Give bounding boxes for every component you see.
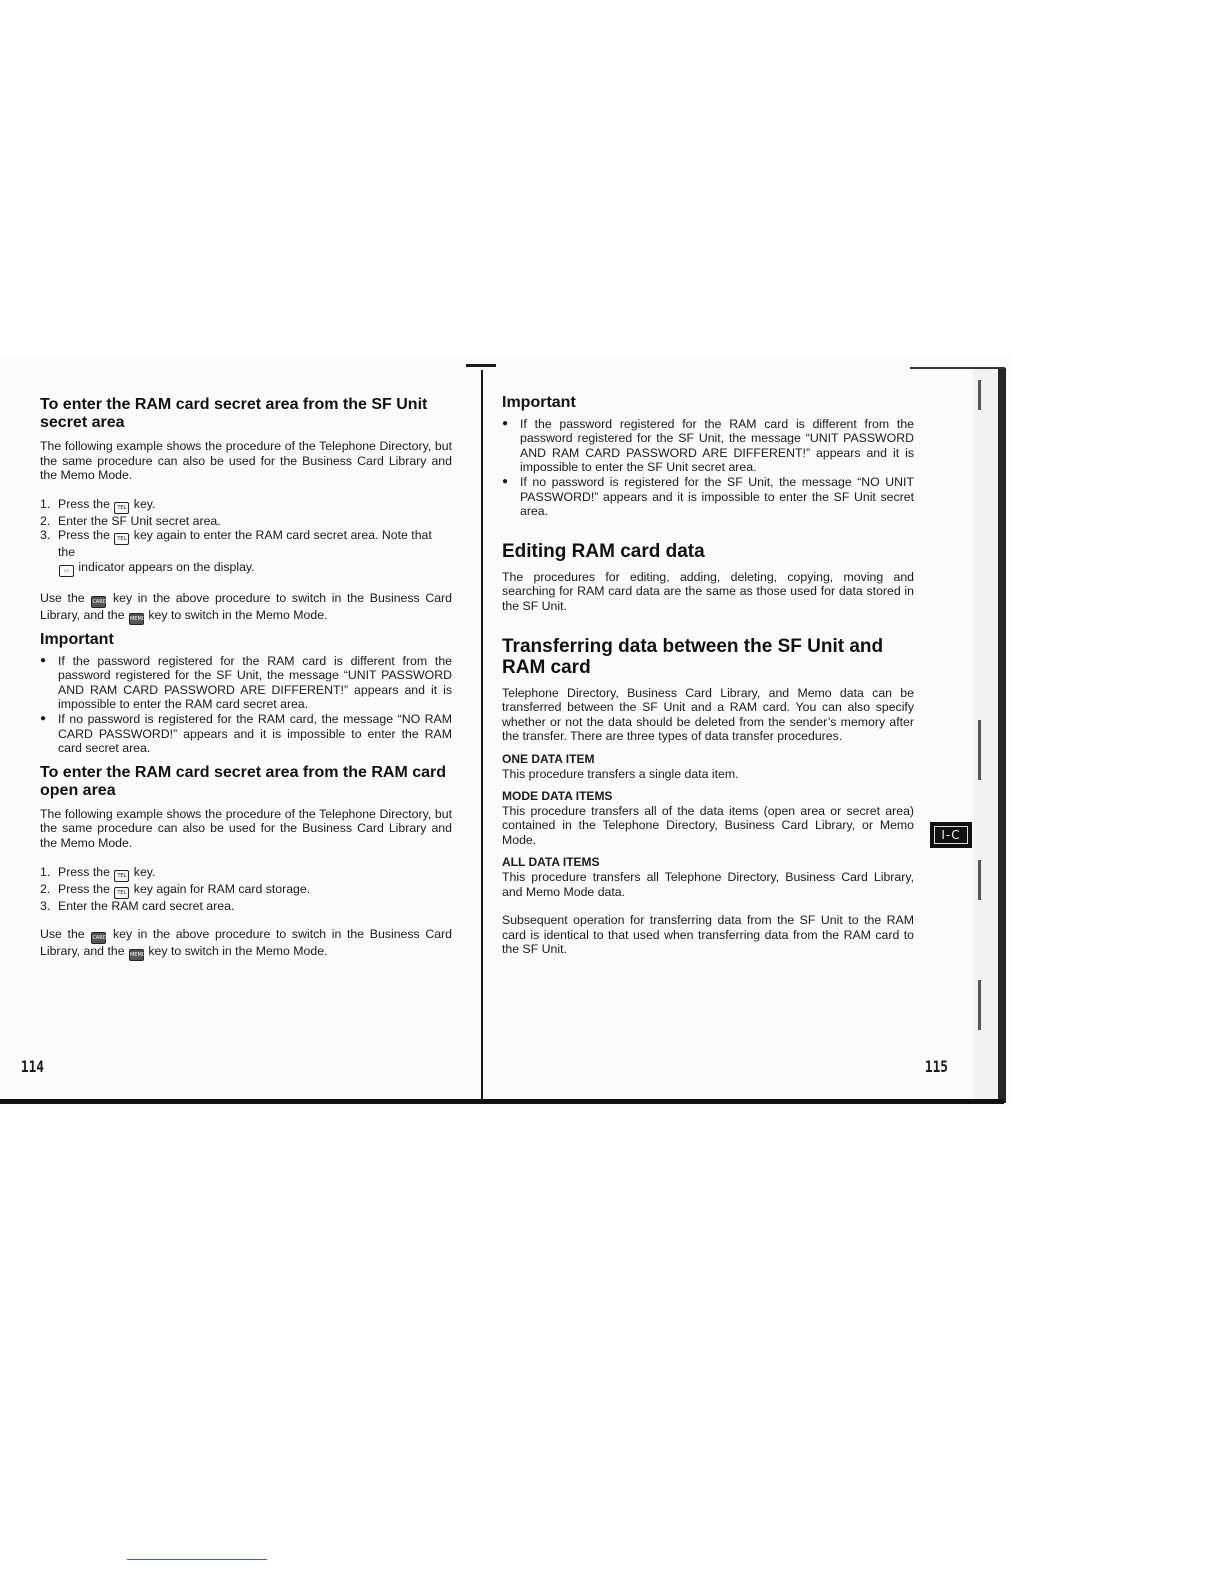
page-number-left: 114: [20, 1057, 45, 1076]
step-list: [40, 865, 452, 914]
section-heading: To enter the RAM card secret area from the RAM card open area: [40, 763, 447, 799]
scan-artifact-line: [127, 1559, 267, 1560]
edge-mark: [978, 380, 981, 410]
step-list: [40, 497, 452, 577]
list-item: 3. Enter the RAM card secret area.: [40, 898, 235, 913]
memo-key-icon: MEMO: [129, 613, 144, 625]
memo-key-icon: MEMO: [129, 949, 144, 961]
tel-key-icon: TEL: [114, 887, 129, 899]
left-page: [40, 396, 452, 961]
card-key-icon: CARD: [91, 932, 106, 944]
important-heading: Important: [40, 630, 114, 648]
thumb-index-tab: [930, 822, 972, 848]
bottom-rule: [0, 1099, 1004, 1104]
tel-key-icon: TEL: [114, 870, 129, 882]
important-list: [502, 417, 914, 519]
important-heading: Important: [502, 394, 576, 411]
page-number-right: 115: [924, 1057, 949, 1076]
page-edge-strip: [998, 368, 1006, 1103]
paragraph: The following example shows the procedure of the Telephone Directory, but the same procedure can also be used for the Business Card Library and the Memo Mode.: [40, 439, 452, 483]
paragraph: Use the CARD key in the above procedure to switch in the Business Card Library, and the MEMO key to switch in the Memo Mode.: [40, 927, 452, 961]
list-item: ● If the password registered for the RAM card is different from the password registered for the SF Unit, the message “UNIT PASSWORD AND RAM CARD PASSWORD ARE DIFFERENT!” appears and it is impossible to enter the SF Unit secret area.: [502, 416, 914, 475]
tel-key-icon: TEL: [114, 502, 129, 514]
important-list: [40, 654, 452, 756]
list-item: 2. Press the TEL key again for RAM card storage.: [40, 882, 452, 899]
paragraph: Use the CARD key in the above procedure to switch in the Business Card Library, and the MEMO key to switch in the Memo Mode.: [40, 591, 452, 625]
paragraph: Telephone Directory, Business Card Library, and Memo data can be transferred between the SF Unit and a RAM card. You can also specify whether or not the data should be deleted from the sender’s memory after the transfer. There are three types of data transfer procedures.: [502, 685, 914, 744]
list-item: 1. Press the TEL key.: [40, 497, 452, 514]
item-label: MODE DATA ITEMS: [502, 789, 613, 804]
list-item: ● If no password is registered for the SF Unit, the message “NO UNIT PASSWORD!” appears and it is impossible to enter the SF Unit secret area.: [502, 474, 914, 519]
list-item: 3. Press the TEL key again to enter the RAM card secret area. Note that the ▭ indicator appears on the display.: [40, 528, 452, 577]
binding-rule: [481, 370, 483, 1102]
thumb-tab-label: I-C: [934, 826, 967, 844]
list-item: ● If the password registered for the RAM card is different from the password registered for the SF Unit, the message “UNIT PASSWORD AND RAM CARD PASSWORD ARE DIFFERENT!” appears and it is impossible to enter the RAM card secret area.: [40, 653, 452, 712]
tel-key-icon: TEL: [114, 533, 129, 545]
edge-mark: [978, 860, 981, 900]
paragraph: The following example shows the procedure of the Telephone Directory, but the same procedure can also be used for the Business Card Library and the Memo Mode.: [40, 806, 452, 850]
list-item: 1. Press the TEL key.: [40, 865, 452, 882]
section-heading: Editing RAM card data: [502, 540, 705, 562]
edge-mark: [978, 980, 981, 1030]
item-label: ALL DATA ITEMS: [502, 855, 600, 870]
paragraph: This procedure transfers all of the data items (open area or secret area) contained in the Telephone Directory, Business Card Library, or Memo Mode.: [502, 803, 914, 847]
edge-mark: [978, 720, 981, 780]
paragraph: This procedure transfers a single data item.: [502, 766, 739, 781]
section-heading: To enter the RAM card secret area from the SF Unit secret area: [40, 396, 428, 431]
paragraph: Subsequent operation for transferring data from the SF Unit to the RAM card is identical to that used when transferring data from the RAM card to the SF Unit.: [502, 913, 914, 957]
top-rule-right: [910, 367, 1005, 369]
section-heading: Transferring data between the SF Unit and RAM card: [502, 635, 884, 678]
binding-tee: [466, 364, 496, 367]
card-key-icon: CARD: [91, 596, 106, 608]
list-item: 2. Enter the SF Unit secret area.: [40, 513, 221, 528]
paragraph: This procedure transfers all Telephone Directory, Business Card Library, and Memo Mode data.: [502, 870, 914, 899]
item-label: ONE DATA ITEM: [502, 751, 595, 766]
paragraph: The procedures for editing, adding, deleting, copying, moving and searching for RAM card data are the same as those used for data stored in the SF Unit.: [502, 569, 914, 613]
card-indicator-icon: ▭: [59, 565, 74, 577]
right-page: [502, 396, 914, 957]
list-item: ● If no password is registered for the RAM card, the message “NO RAM CARD PASSWORD!” appears and it is impossible to enter the RAM card secret area.: [40, 711, 452, 756]
